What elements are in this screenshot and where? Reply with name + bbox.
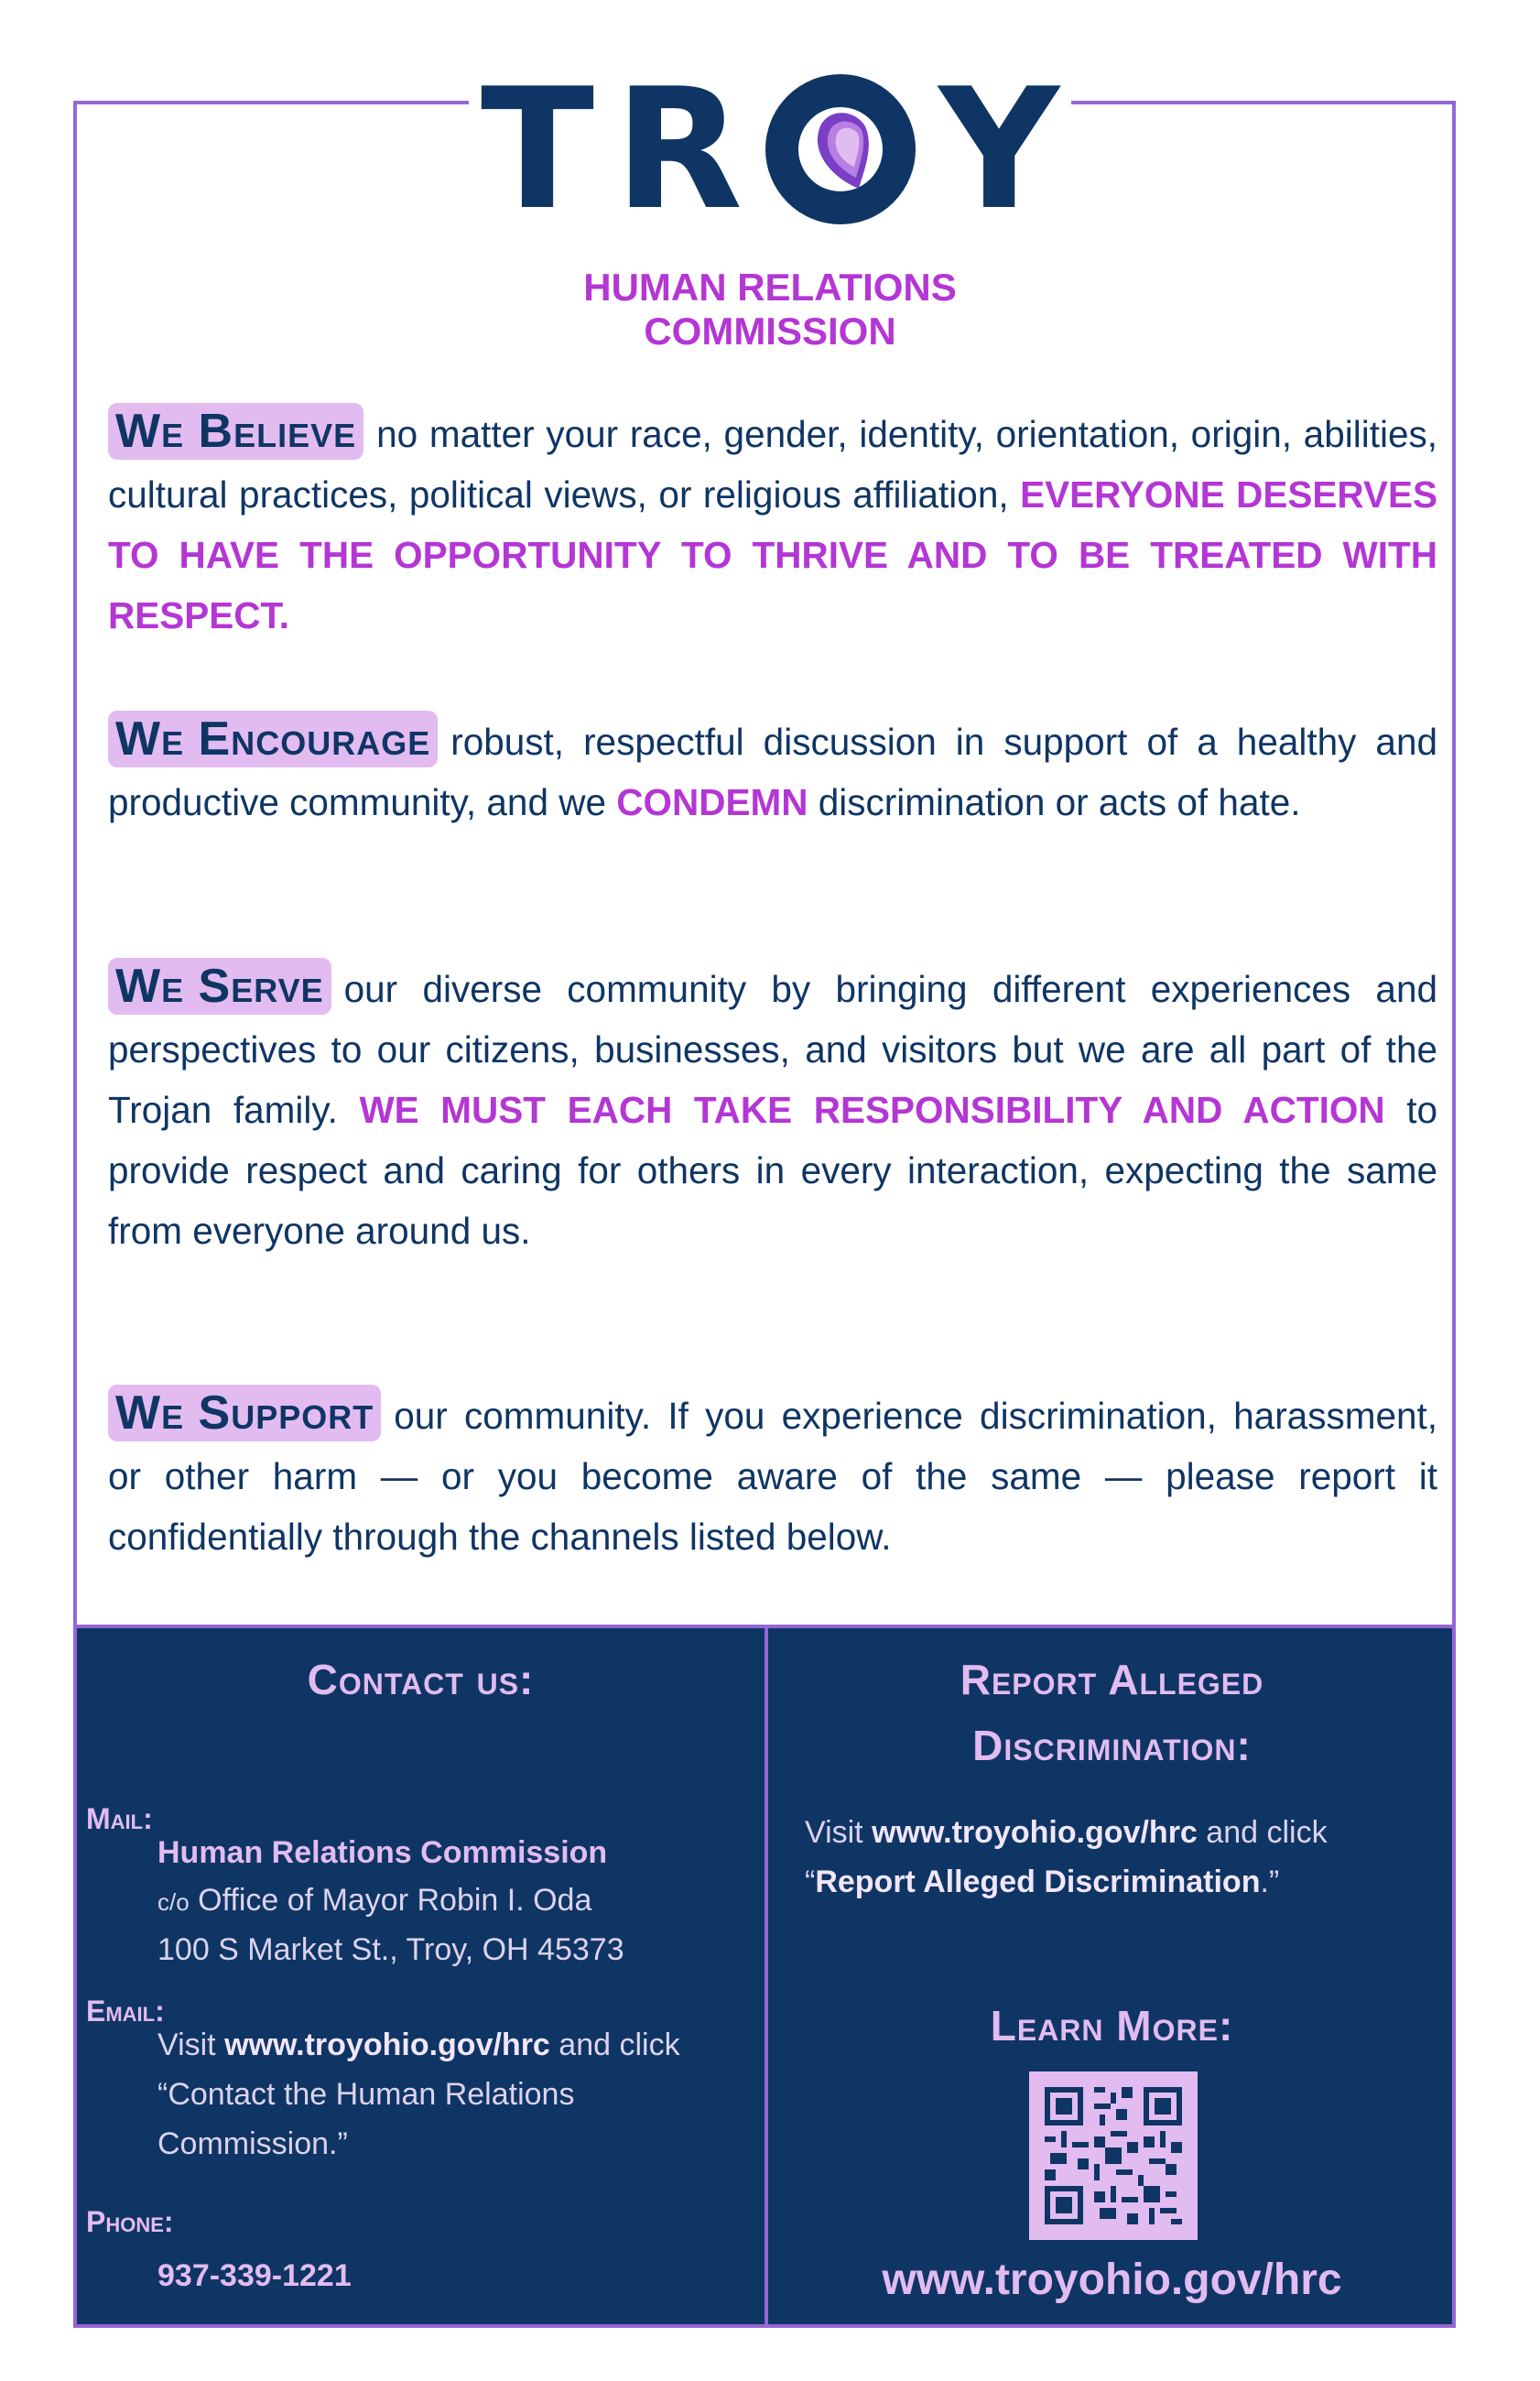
- report-and: and click: [1197, 1815, 1328, 1850]
- encourage-text-end: discrimination or acts of hate.: [808, 781, 1301, 823]
- email-line: [157, 2020, 680, 2070]
- report-visit: Visit: [805, 1815, 873, 1850]
- section-serve: [108, 958, 1437, 1261]
- report-close-quote: .”: [1260, 1865, 1280, 1899]
- report-heading: [768, 1647, 1456, 1778]
- report-url-link[interactable]: www.troyohio.gov/hrc: [872, 1815, 1198, 1850]
- support-label: We Support: [108, 1385, 381, 1441]
- believe-label: We Believe: [108, 403, 363, 460]
- commission-title-line1: HUMAN RELATIONS: [583, 266, 957, 309]
- mail-label: Mail:: [86, 1802, 153, 1835]
- contact-heading: Contact us:: [307, 1656, 535, 1703]
- email-url-link[interactable]: www.troyohio.gov/hrc: [224, 2028, 550, 2062]
- encourage-highlight: CONDEMN: [616, 781, 808, 823]
- report-heading-line2: Discrimination:: [972, 1722, 1252, 1769]
- encourage-label: We Encourage: [108, 711, 438, 767]
- email-visit: Visit: [157, 2028, 225, 2062]
- email-click-line2: Commission.”: [157, 2126, 348, 2161]
- mail-office-text: Office of Mayor Robin I. Oda: [189, 1883, 592, 1918]
- email-and: and click: [549, 2028, 680, 2062]
- commission-title: [0, 266, 1540, 353]
- serve-text-end: to provide respect and caring for others in every interaction, expecting the same from everyone around us.: [108, 1089, 1438, 1252]
- email-click-line1: “Contact the Human Relations: [157, 2077, 575, 2112]
- phone-label: Phone:: [86, 2205, 174, 2238]
- report-text: [805, 1808, 1446, 1907]
- mail-name: Human Relations Commission: [157, 1835, 608, 1870]
- report-open-quote: “: [805, 1865, 816, 1899]
- serve-highlight: WE MUST EACH TAKE RESPONSIBILITY AND ACTION: [359, 1089, 1385, 1131]
- logo-letter-r: R: [614, 52, 743, 246]
- serve-label: We Serve: [108, 958, 331, 1015]
- section-believe: [108, 403, 1437, 646]
- mail-office: [157, 1875, 591, 1927]
- believe-highlight: EVERYONE DESERVES TO HAVE THE OPPORTUNITY TO THRIVE AND TO BE TREATED WITH RESPECT.: [108, 473, 1437, 636]
- qr-code-icon: [1045, 2087, 1182, 2224]
- contact-panel: [73, 1625, 1456, 2328]
- section-support: [108, 1385, 1437, 1567]
- learn-more-url[interactable]: www.troyohio.gov/hrc: [882, 2256, 1342, 2304]
- phone-number[interactable]: 937-339-1221: [157, 2258, 352, 2293]
- mail-address: 100 S Market St., Troy, OH 45373: [157, 1932, 624, 1967]
- support-text: our community. If you experience discrimination, harassment, or other harm — or you become aware of the same — please report it confidentially through the channels listed below.: [108, 1395, 1437, 1558]
- logo-heart-o-icon: [763, 71, 918, 227]
- believe-text: no matter your race, gender, identity, orientation, origin, abilities, cultural practices, political views, or religious affiliation,: [108, 413, 1437, 516]
- logo-letter-t: T: [480, 52, 595, 246]
- email-label: Email:: [86, 1995, 165, 2028]
- report-heading-line1: Report Alleged: [960, 1656, 1264, 1703]
- serve-text: our diverse community by bringing different experiences and perspectives to our citizens, businesses, and visitors but we are all part of the Trojan family.: [108, 968, 1437, 1131]
- learn-heading: Learn More:: [990, 2002, 1234, 2049]
- commission-title-line2: COMMISSION: [644, 310, 896, 353]
- logo-letter-y: Y: [938, 52, 1060, 246]
- section-encourage: [108, 711, 1437, 832]
- mail-co: c/o: [157, 1888, 190, 1916]
- report-link-text[interactable]: Report Alleged Discrimination: [815, 1865, 1261, 1899]
- encourage-text: robust, respectful discussion in support of a healthy and productive community, and we: [108, 721, 1437, 823]
- troy-logo: [469, 52, 1071, 246]
- qr-code-frame[interactable]: [1029, 2071, 1198, 2240]
